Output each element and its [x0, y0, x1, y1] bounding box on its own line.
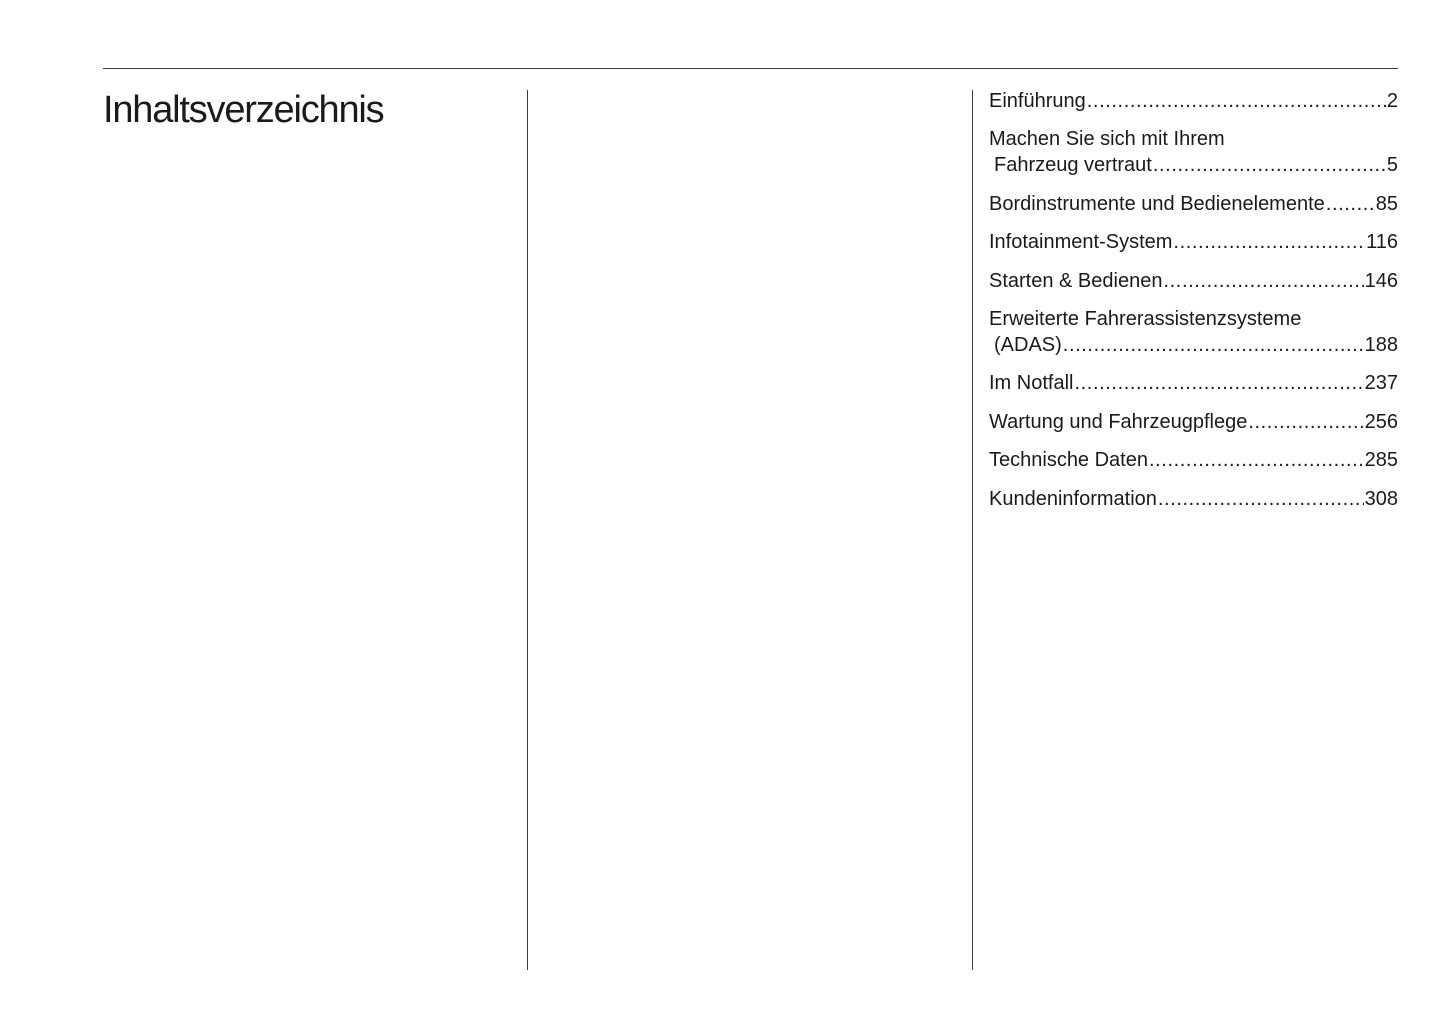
toc-entry-einfuehrung[interactable]: [989, 88, 1398, 114]
toc-entry-label: Bordinstrumente und Bedienelemente: [989, 192, 1325, 215]
toc-dot-leader: [1326, 191, 1375, 217]
toc-entry-label: Einführung: [989, 90, 1086, 112]
toc-entry-label: Im Notfall: [989, 372, 1074, 395]
column-divider-left: [527, 90, 528, 970]
toc-page-number: 237: [1364, 372, 1398, 395]
toc-dot-leader: [1173, 229, 1365, 255]
toc-page-number: 256: [1364, 410, 1398, 433]
toc-page-number: 116: [1366, 231, 1398, 254]
header-rule: [103, 68, 1398, 69]
column-divider-right: [972, 90, 973, 970]
toc-page-number: 2: [1386, 90, 1398, 112]
toc-dot-leader: [1087, 88, 1386, 114]
toc-entry-label: Erweiterte Fahrerassistenzsysteme: [989, 307, 1302, 330]
toc-entry-label: Starten & Bedienen: [989, 269, 1163, 292]
toc-dot-leader: [1149, 447, 1364, 473]
toc-dot-leader: [1063, 332, 1364, 358]
toc-page-number: 188: [1364, 333, 1398, 356]
toc-entry-kundeninformation[interactable]: [989, 486, 1398, 512]
toc-page-number: 5: [1386, 154, 1398, 177]
toc-dot-leader: [1163, 268, 1363, 294]
toc-page-number: 308: [1364, 487, 1398, 510]
toc-entry-bordinstrumente[interactable]: [989, 191, 1398, 217]
toc-entry-infotainment[interactable]: [989, 229, 1398, 255]
toc-page-number: 85: [1375, 192, 1398, 215]
toc-entry-technische-daten[interactable]: [989, 447, 1398, 473]
toc-entry-starten-bedienen[interactable]: [989, 268, 1398, 294]
toc-entry-label: Kundeninformation: [989, 487, 1157, 510]
toc-entry-label-continued: (ADAS): [994, 333, 1062, 356]
table-of-contents: [989, 88, 1398, 524]
page-title: Inhaltsverzeichnis: [103, 89, 384, 131]
toc-entry-wartung[interactable]: [989, 409, 1398, 435]
toc-page-number: 285: [1364, 449, 1398, 472]
toc-dot-leader: [1074, 370, 1363, 396]
toc-entry-label: Machen Sie sich mit Ihrem: [989, 128, 1225, 151]
toc-entry-fahrzeug-vertraut[interactable]: [989, 126, 1398, 178]
toc-entry-im-notfall[interactable]: [989, 370, 1398, 396]
toc-entry-adas[interactable]: [989, 306, 1398, 358]
toc-entry-label: Technische Daten: [989, 449, 1148, 472]
toc-entry-label: Infotainment-System: [989, 231, 1173, 254]
toc-dot-leader: [1158, 486, 1364, 512]
toc-page-number: 146: [1364, 269, 1398, 292]
toc-dot-leader: [1153, 152, 1386, 178]
toc-entry-label: Wartung und Fahrzeugpflege: [989, 410, 1248, 433]
toc-entry-label-continued: Fahrzeug vertraut: [994, 154, 1152, 177]
toc-dot-leader: [1248, 409, 1363, 435]
